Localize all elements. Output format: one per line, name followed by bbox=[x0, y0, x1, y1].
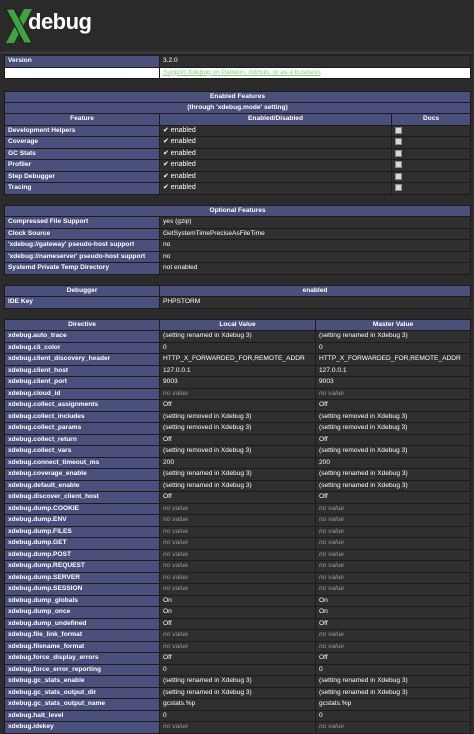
directive-row bbox=[5, 664, 471, 676]
directive-row bbox=[5, 503, 471, 515]
directive-master-value: (setting removed in Xdebug 3) bbox=[316, 411, 471, 423]
support-link[interactable]: Support Xdebug on Patreon, GitHub, or as a business bbox=[163, 68, 321, 76]
xdebug-logo bbox=[4, 3, 92, 49]
directive-local-value: Off bbox=[160, 492, 316, 504]
directive-master-value: no value bbox=[316, 722, 471, 734]
directive-master-value: 9003 bbox=[316, 377, 471, 389]
directive-local-value: no value bbox=[160, 641, 316, 653]
directive-local-value: (setting removed in Xdebug 3) bbox=[160, 446, 316, 458]
directive-master-value: (setting removed in Xdebug 3) bbox=[316, 446, 471, 458]
feature-name: Tracing bbox=[5, 183, 160, 195]
directive-local-value: no value bbox=[160, 561, 316, 573]
feature-status: ✔ enabled bbox=[160, 137, 392, 149]
feature-row bbox=[5, 125, 471, 137]
directive-master-value: no value bbox=[316, 515, 471, 527]
directive-row bbox=[5, 653, 471, 665]
col-directive: Directive bbox=[5, 319, 160, 331]
directive-local-value: no value bbox=[160, 526, 316, 538]
optional-feature-row bbox=[5, 240, 471, 252]
feature-name: Profiler bbox=[5, 160, 160, 172]
directive-row bbox=[5, 607, 471, 619]
optional-feature-value: no bbox=[160, 240, 471, 252]
doc-icon[interactable] bbox=[395, 150, 402, 157]
directive-name: xdebug.coverage_enable bbox=[5, 469, 160, 481]
directive-row bbox=[5, 457, 471, 469]
directive-local-value: On bbox=[160, 607, 316, 619]
directive-master-value: no value bbox=[316, 641, 471, 653]
directive-local-value: gcstats.%p bbox=[160, 699, 316, 711]
directive-row bbox=[5, 354, 471, 366]
directive-local-value: 127.0.0.1 bbox=[160, 365, 316, 377]
directive-master-value: 127.0.0.1 bbox=[316, 365, 471, 377]
ide-key-label: IDE Key bbox=[5, 297, 160, 309]
directive-row bbox=[5, 377, 471, 389]
version-row bbox=[5, 56, 471, 68]
directive-local-value: Off bbox=[160, 400, 316, 412]
col-feature: Feature bbox=[5, 114, 160, 126]
logo-bar bbox=[0, 0, 474, 53]
directive-master-value: On bbox=[316, 607, 471, 619]
directive-local-value: Off bbox=[160, 434, 316, 446]
doc-icon[interactable] bbox=[395, 184, 402, 191]
directive-local-value: 0 bbox=[160, 710, 316, 722]
directive-name: xdebug.gc_stats_enable bbox=[5, 676, 160, 688]
feature-row bbox=[5, 160, 471, 172]
directive-row bbox=[5, 469, 471, 481]
directive-name: xdebug.file_link_format bbox=[5, 630, 160, 642]
directive-name: xdebug.idekey bbox=[5, 722, 160, 734]
directive-name: xdebug.client_host bbox=[5, 365, 160, 377]
directive-name: xdebug.dump.COOKIE bbox=[5, 503, 160, 515]
feature-name: GC Stats bbox=[5, 148, 160, 160]
directive-name: xdebug.dump_undefined bbox=[5, 618, 160, 630]
doc-icon[interactable] bbox=[395, 161, 402, 168]
directive-local-value: 200 bbox=[160, 457, 316, 469]
directive-row bbox=[5, 388, 471, 400]
directive-local-value: (setting renamed in Xdebug 3) bbox=[160, 687, 316, 699]
debugger-status: enabled bbox=[160, 285, 471, 297]
enabled-features-subtitle: (through 'xdebug.mode' setting) bbox=[5, 103, 471, 114]
directive-master-value: no value bbox=[316, 561, 471, 573]
directive-master-value: 200 bbox=[316, 457, 471, 469]
directive-master-value: 0 bbox=[316, 664, 471, 676]
debugger-header: Debugger bbox=[5, 285, 160, 297]
optional-feature-name: 'xdebug://nameserver' pseudo-host support bbox=[5, 251, 160, 263]
directive-name: xdebug.dump.FILES bbox=[5, 526, 160, 538]
optional-feature-name: Systemd Private Temp Directory bbox=[5, 263, 160, 275]
feature-docs bbox=[392, 137, 471, 149]
directive-master-value: (setting renamed in Xdebug 3) bbox=[316, 687, 471, 699]
directive-local-value: (setting removed in Xdebug 3) bbox=[160, 411, 316, 423]
directive-name: xdebug.force_error_reporting bbox=[5, 664, 160, 676]
directive-name: xdebug.auto_trace bbox=[5, 331, 160, 343]
directive-name: xdebug.dump_once bbox=[5, 607, 160, 619]
directive-master-value: (setting renamed in Xdebug 3) bbox=[316, 676, 471, 688]
feature-status: ✔ enabled bbox=[160, 148, 392, 160]
feature-row bbox=[5, 171, 471, 183]
directive-local-value: (setting renamed in Xdebug 3) bbox=[160, 480, 316, 492]
optional-feature-name: 'xdebug://gateway' pseudo-host support bbox=[5, 240, 160, 252]
ide-key-value: PHPSTORM bbox=[160, 297, 471, 309]
directive-name: xdebug.dump.GET bbox=[5, 538, 160, 550]
directive-local-value: 0 bbox=[160, 664, 316, 676]
directive-local-value: HTTP_X_FORWARDED_FOR,REMOTE_ADDR bbox=[160, 354, 316, 366]
directive-master-value: Off bbox=[316, 434, 471, 446]
directive-master-value: gcstats.%p bbox=[316, 699, 471, 711]
directive-name: xdebug.gc_stats_output_dir bbox=[5, 687, 160, 699]
directive-name: xdebug.collect_params bbox=[5, 423, 160, 435]
directive-local-value: no value bbox=[160, 549, 316, 561]
directive-local-value: no value bbox=[160, 503, 316, 515]
directive-row bbox=[5, 687, 471, 699]
directive-master-value: HTTP_X_FORWARDED_FOR,REMOTE_ADDR bbox=[316, 354, 471, 366]
directive-local-value: On bbox=[160, 595, 316, 607]
support-row bbox=[5, 67, 471, 79]
directive-master-value: no value bbox=[316, 503, 471, 515]
directive-row bbox=[5, 630, 471, 642]
directive-row bbox=[5, 641, 471, 653]
version-table bbox=[4, 55, 471, 79]
directives-table bbox=[4, 319, 471, 734]
directive-row bbox=[5, 572, 471, 584]
directive-master-value: no value bbox=[316, 630, 471, 642]
directive-name: xdebug.gc_stats_output_name bbox=[5, 699, 160, 711]
optional-feature-row bbox=[5, 217, 471, 229]
optional-feature-value: GetSystemTimePreciseAsFileTime bbox=[160, 228, 471, 240]
col-local-value: Local Value bbox=[160, 319, 316, 331]
optional-feature-value: no bbox=[160, 251, 471, 263]
directive-row bbox=[5, 446, 471, 458]
directive-row bbox=[5, 538, 471, 550]
feature-docs bbox=[392, 171, 471, 183]
enabled-features-table bbox=[4, 91, 471, 195]
directive-row bbox=[5, 434, 471, 446]
feature-status: ✔ enabled bbox=[160, 125, 392, 137]
directive-row bbox=[5, 722, 471, 734]
directive-row bbox=[5, 400, 471, 412]
optional-feature-row bbox=[5, 228, 471, 240]
feature-docs bbox=[392, 148, 471, 160]
directive-master-value: Off bbox=[316, 400, 471, 412]
directive-name: xdebug.force_display_errors bbox=[5, 653, 160, 665]
feature-status: ✔ enabled bbox=[160, 171, 392, 183]
feature-row bbox=[5, 183, 471, 195]
optional-feature-name: Clock Source bbox=[5, 228, 160, 240]
directive-local-value: Off bbox=[160, 653, 316, 665]
directive-row bbox=[5, 618, 471, 630]
directive-row bbox=[5, 595, 471, 607]
directive-row bbox=[5, 423, 471, 435]
directive-row bbox=[5, 331, 471, 343]
col-master-value: Master Value bbox=[316, 319, 471, 331]
directive-name: xdebug.client_discovery_header bbox=[5, 354, 160, 366]
feature-docs bbox=[392, 125, 471, 137]
directive-name: xdebug.discover_client_host bbox=[5, 492, 160, 504]
directive-row bbox=[5, 561, 471, 573]
optional-features-table bbox=[4, 205, 471, 275]
optional-feature-value: yes (gzip) bbox=[160, 217, 471, 229]
feature-name: Step Debugger bbox=[5, 171, 160, 183]
directive-local-value: (setting renamed in Xdebug 3) bbox=[160, 331, 316, 343]
optional-features-title: Optional Features bbox=[5, 205, 471, 217]
directive-master-value: no value bbox=[316, 549, 471, 561]
feature-docs bbox=[392, 160, 471, 172]
directive-master-value: Off bbox=[316, 618, 471, 630]
enabled-features-title: Enabled Features bbox=[5, 92, 471, 103]
directive-name: xdebug.collect_includes bbox=[5, 411, 160, 423]
directive-local-value: no value bbox=[160, 572, 316, 584]
directive-master-value: no value bbox=[316, 538, 471, 550]
directive-master-value: Off bbox=[316, 492, 471, 504]
directive-row bbox=[5, 492, 471, 504]
directive-master-value: 0 bbox=[316, 342, 471, 354]
logo-text: debug bbox=[28, 9, 92, 34]
directive-name: xdebug.collect_vars bbox=[5, 446, 160, 458]
directive-name: xdebug.client_port bbox=[5, 377, 160, 389]
directive-master-value: (setting renamed in Xdebug 3) bbox=[316, 331, 471, 343]
directive-local-value: no value bbox=[160, 515, 316, 527]
directive-master-value: no value bbox=[316, 388, 471, 400]
feature-row bbox=[5, 137, 471, 149]
col-status: Enabled/Disabled bbox=[160, 114, 392, 126]
directive-row bbox=[5, 480, 471, 492]
doc-icon[interactable] bbox=[395, 173, 402, 180]
directive-row bbox=[5, 699, 471, 711]
optional-feature-row bbox=[5, 251, 471, 263]
directive-master-value: (setting renamed in Xdebug 3) bbox=[316, 469, 471, 481]
directive-master-value: On bbox=[316, 595, 471, 607]
directive-row bbox=[5, 676, 471, 688]
feature-docs bbox=[392, 183, 471, 195]
directive-local-value: no value bbox=[160, 538, 316, 550]
directive-master-value: no value bbox=[316, 526, 471, 538]
directive-master-value: 0 bbox=[316, 710, 471, 722]
directive-local-value: 9003 bbox=[160, 377, 316, 389]
col-docs: Docs bbox=[392, 114, 471, 126]
directive-row bbox=[5, 526, 471, 538]
doc-icon[interactable] bbox=[395, 127, 402, 134]
feature-name: Development Helpers bbox=[5, 125, 160, 137]
directive-name: xdebug.collect_assignments bbox=[5, 400, 160, 412]
directive-name: xdebug.dump.POST bbox=[5, 549, 160, 561]
directive-name: xdebug.filename_format bbox=[5, 641, 160, 653]
directive-name: xdebug.connect_timeout_ms bbox=[5, 457, 160, 469]
feature-row bbox=[5, 148, 471, 160]
directive-master-value: no value bbox=[316, 572, 471, 584]
directive-master-value: (setting removed in Xdebug 3) bbox=[316, 423, 471, 435]
directive-row bbox=[5, 710, 471, 722]
directive-name: xdebug.dump_globals bbox=[5, 595, 160, 607]
directive-local-value: (setting renamed in Xdebug 3) bbox=[160, 676, 316, 688]
directive-local-value: (setting renamed in Xdebug 3) bbox=[160, 469, 316, 481]
directive-row bbox=[5, 549, 471, 561]
directive-local-value: no value bbox=[160, 388, 316, 400]
feature-status: ✔ enabled bbox=[160, 183, 392, 195]
directive-master-value: (setting renamed in Xdebug 3) bbox=[316, 480, 471, 492]
feature-status: ✔ enabled bbox=[160, 160, 392, 172]
directive-name: xdebug.dump.SERVER bbox=[5, 572, 160, 584]
version-label: Version bbox=[5, 56, 160, 68]
directive-local-value: (setting removed in Xdebug 3) bbox=[160, 423, 316, 435]
directive-row bbox=[5, 515, 471, 527]
directive-name: xdebug.dump.REQUEST bbox=[5, 561, 160, 573]
directive-master-value: Off bbox=[316, 653, 471, 665]
directive-name: xdebug.cli_color bbox=[5, 342, 160, 354]
directive-name: xdebug.collect_return bbox=[5, 434, 160, 446]
version-value: 3.2.0 bbox=[160, 56, 471, 68]
optional-feature-name: Compressed File Support bbox=[5, 217, 160, 229]
directive-row bbox=[5, 365, 471, 377]
directive-row bbox=[5, 584, 471, 596]
doc-icon[interactable] bbox=[395, 138, 402, 145]
directive-local-value: no value bbox=[160, 584, 316, 596]
debugger-table bbox=[4, 285, 471, 309]
directive-name: xdebug.default_enable bbox=[5, 480, 160, 492]
directive-master-value: no value bbox=[316, 584, 471, 596]
directive-row bbox=[5, 342, 471, 354]
directive-name: xdebug.halt_level bbox=[5, 710, 160, 722]
directive-name: xdebug.dump.SESSION bbox=[5, 584, 160, 596]
directive-local-value: no value bbox=[160, 630, 316, 642]
optional-feature-value: not enabled bbox=[160, 263, 471, 275]
directive-local-value: Off bbox=[160, 618, 316, 630]
directive-name: xdebug.cloud_id bbox=[5, 388, 160, 400]
feature-name: Coverage bbox=[5, 137, 160, 149]
directive-local-value: 0 bbox=[160, 342, 316, 354]
optional-feature-row bbox=[5, 263, 471, 275]
directive-local-value: no value bbox=[160, 722, 316, 734]
directive-row bbox=[5, 411, 471, 423]
directive-name: xdebug.dump.ENV bbox=[5, 515, 160, 527]
